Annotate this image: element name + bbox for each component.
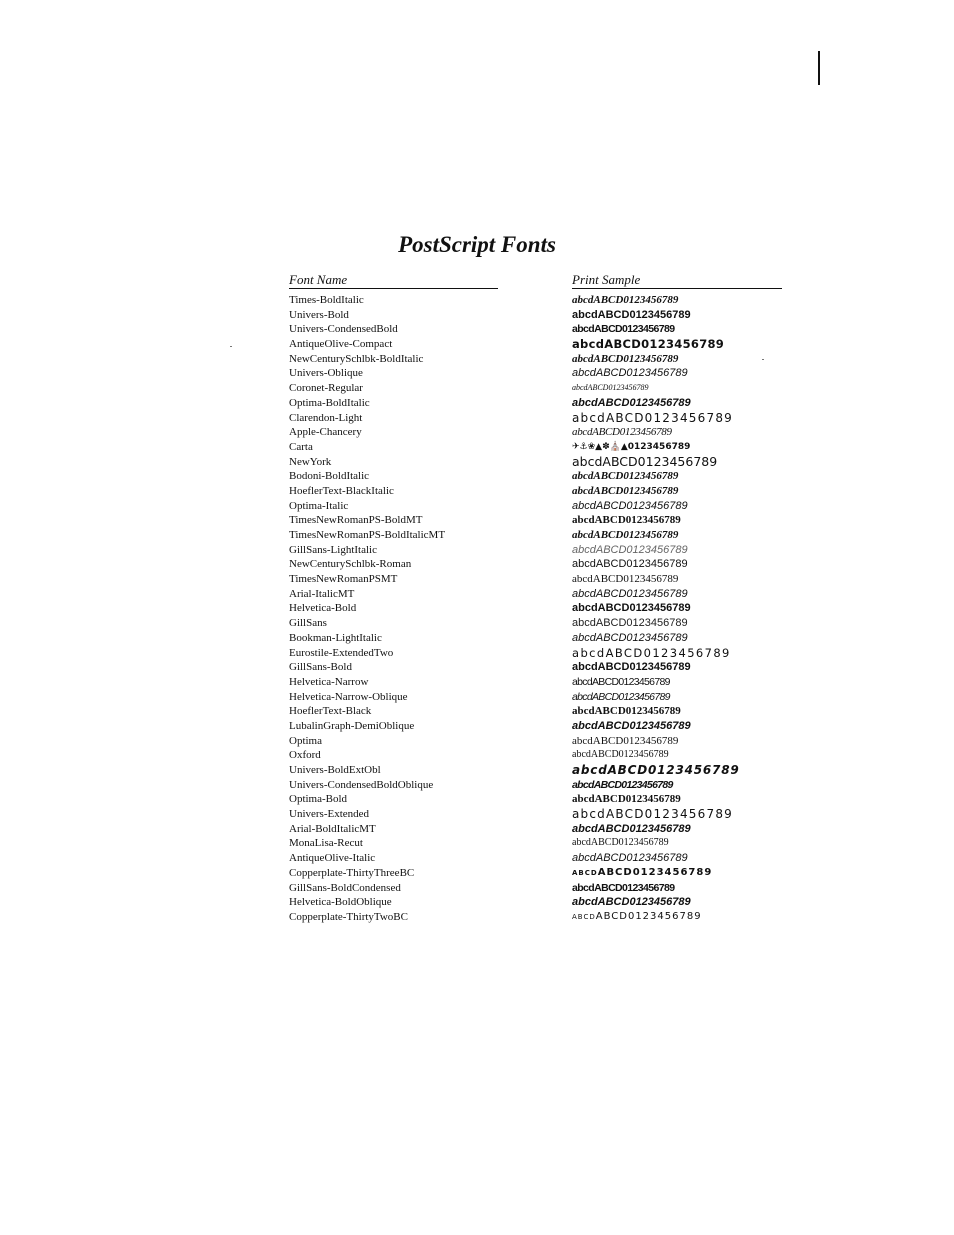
font-name-item: Times-BoldItalic	[289, 294, 364, 306]
font-name-item: Arial-BoldItalicMT	[289, 822, 376, 835]
font-name-item: Univers-CondensedBold	[289, 323, 398, 336]
print-sample-item: abcdABCD0123456789	[572, 499, 688, 512]
page-title: PostScript Fonts	[398, 232, 556, 257]
font-name-item: Bookman-LightItalic	[289, 631, 382, 644]
print-sample-item: abcdABCD0123456789	[572, 631, 688, 644]
print-sample-item: abcdABCD0123456789	[572, 749, 669, 761]
scan-speck	[762, 359, 764, 360]
print-sample-item: abcdABCD0123456789	[572, 866, 713, 878]
font-name-item: Univers-Extended	[289, 808, 370, 821]
font-name-item: Carta	[289, 440, 313, 453]
font-name-item: Arial-ItalicMT	[289, 587, 355, 600]
font-name-item: Apple-Chancery	[289, 426, 362, 439]
font-name-item: Optima-BoldItalic	[289, 396, 370, 409]
print-sample-item: abcdABCD0123456789	[572, 352, 679, 365]
font-name-item: AntiqueOlive-Compact	[289, 338, 393, 351]
font-name-item: HoeflerText-Black	[289, 705, 372, 718]
font-name-item: Coronet-Regular	[289, 382, 363, 395]
font-name-item: Univers-BoldExtObl	[289, 764, 381, 776]
font-name-item: Univers-Oblique	[289, 367, 363, 380]
print-sample-item: abcdABCD0123456789	[572, 645, 731, 660]
font-name-list	[289, 293, 559, 925]
font-name-item: AntiqueOlive-Italic	[289, 852, 376, 865]
font-name-item: NewYork	[289, 455, 332, 468]
print-sample-item: abcdABCD0123456789	[572, 617, 688, 630]
print-sample-item: ✈⚓❀▲✽⛪▲0123456789	[572, 441, 691, 452]
print-sample-item: abcdABCD0123456789	[572, 778, 673, 791]
print-sample-item: abcdABCD0123456789	[572, 807, 733, 822]
print-sample-item: abcdABCD0123456789	[572, 529, 679, 541]
print-sample-item: abcdABCD0123456789	[572, 514, 681, 527]
print-sample-item: abcdABCD0123456789	[572, 573, 679, 586]
print-sample-item: abcdABCD0123456789	[572, 294, 679, 306]
print-sample-item: abcdABCD0123456789	[572, 675, 670, 688]
print-sample-item: abcdABCD0123456789	[572, 426, 672, 439]
font-name-item: GillSans-BoldCondensed	[289, 881, 401, 894]
print-sample-item: abcdABCD0123456789	[572, 852, 688, 865]
print-sample-item: abcdABCD0123456789	[572, 308, 691, 321]
print-sample-item: abcdABCD0123456789	[572, 543, 688, 556]
font-name-item: Helvetica-BoldOblique	[289, 896, 392, 909]
font-name-item: GillSans	[289, 617, 327, 630]
font-name-item: Copperplate-ThirtyThreeBC	[289, 866, 415, 879]
font-name-header: Font Name	[289, 272, 498, 289]
font-name-item: LubalinGraph-DemiOblique	[289, 719, 415, 732]
print-sample-item: abcdABCD0123456789	[572, 896, 691, 909]
font-name-item: Optima	[289, 734, 322, 747]
print-sample-item: abcdABCD0123456789	[572, 470, 679, 483]
font-name-item: NewCenturySchlbk-BoldItalic	[289, 352, 424, 365]
font-name-item: Optima-Italic	[289, 499, 349, 512]
font-name-item: Helvetica-Bold	[289, 602, 357, 615]
print-sample-item: abcdABCD0123456789	[572, 383, 649, 393]
print-sample-item: abcdABCD0123456789	[572, 587, 688, 600]
print-sample-item: abcdABCD0123456789	[572, 719, 691, 732]
font-name-item: TimesNewRomanPS-BoldItalicMT	[289, 529, 446, 541]
print-sample-item: abcdABCD0123456789	[572, 822, 691, 835]
print-sample-item: abcdABCD0123456789	[572, 410, 733, 425]
print-sample-item: abcdABCD0123456789	[572, 690, 670, 703]
font-name-item: Oxford	[289, 749, 321, 762]
print-sample-item: abcdABCD0123456789	[572, 337, 725, 352]
print-sample-item: abcdABCD0123456789	[572, 484, 679, 497]
font-name-item: GillSans-LightItalic	[289, 543, 377, 556]
print-sample-item: abcdABCD0123456789	[572, 661, 691, 674]
print-sample-item: abcdABCD0123456789	[572, 881, 675, 894]
font-name-item: Copperplate-ThirtyTwoBC	[289, 910, 408, 923]
margin-bar	[818, 51, 820, 85]
font-name-item: NewCenturySchlbk-Roman	[289, 558, 412, 571]
font-name-item: Optima-Bold	[289, 793, 348, 806]
font-name-item: TimesNewRomanPSMT	[289, 573, 398, 586]
font-name-item: Eurostile-ExtendedTwo	[289, 646, 394, 659]
scan-speck	[230, 346, 232, 347]
font-name-item: Helvetica-Narrow-Oblique	[289, 690, 408, 703]
print-sample-item: abcdABCD0123456789	[572, 734, 679, 747]
font-name-item: Clarendon-Light	[289, 411, 363, 424]
font-name-item: Univers-CondensedBoldOblique	[289, 778, 434, 791]
print-sample-item: abcdABCD0123456789	[572, 793, 681, 806]
print-sample-item: abcdABCD0123456789	[572, 763, 740, 777]
print-sample-item: abcdABCD0123456789	[572, 323, 675, 336]
font-name-item: Bodoni-BoldItalic	[289, 470, 370, 483]
font-name-item: MonaLisa-Recut	[289, 837, 363, 850]
print-sample-item: abcdABCD0123456789	[572, 910, 702, 922]
print-sample-list	[572, 293, 872, 925]
font-name-item: TimesNewRomanPS-BoldMT	[289, 514, 423, 527]
font-name-item: HoeflerText-BlackItalic	[289, 484, 394, 497]
print-sample-item: abcdABCD0123456789	[572, 396, 691, 409]
print-sample-item: abcdABCD0123456789	[572, 837, 669, 849]
print-sample-header: Print Sample	[572, 272, 782, 289]
print-sample-item: abcdABCD0123456789	[572, 367, 688, 380]
font-name-item: Helvetica-Narrow	[289, 675, 369, 688]
font-name-item: GillSans-Bold	[289, 661, 352, 674]
print-sample-item: abcdABCD0123456789	[572, 705, 681, 718]
print-sample-item: abcdABCD0123456789	[572, 602, 691, 615]
print-sample-item: abcdABCD0123456789	[572, 453, 718, 469]
font-name-item: Univers-Bold	[289, 308, 349, 321]
print-sample-item: abcdABCD0123456789	[572, 558, 688, 571]
